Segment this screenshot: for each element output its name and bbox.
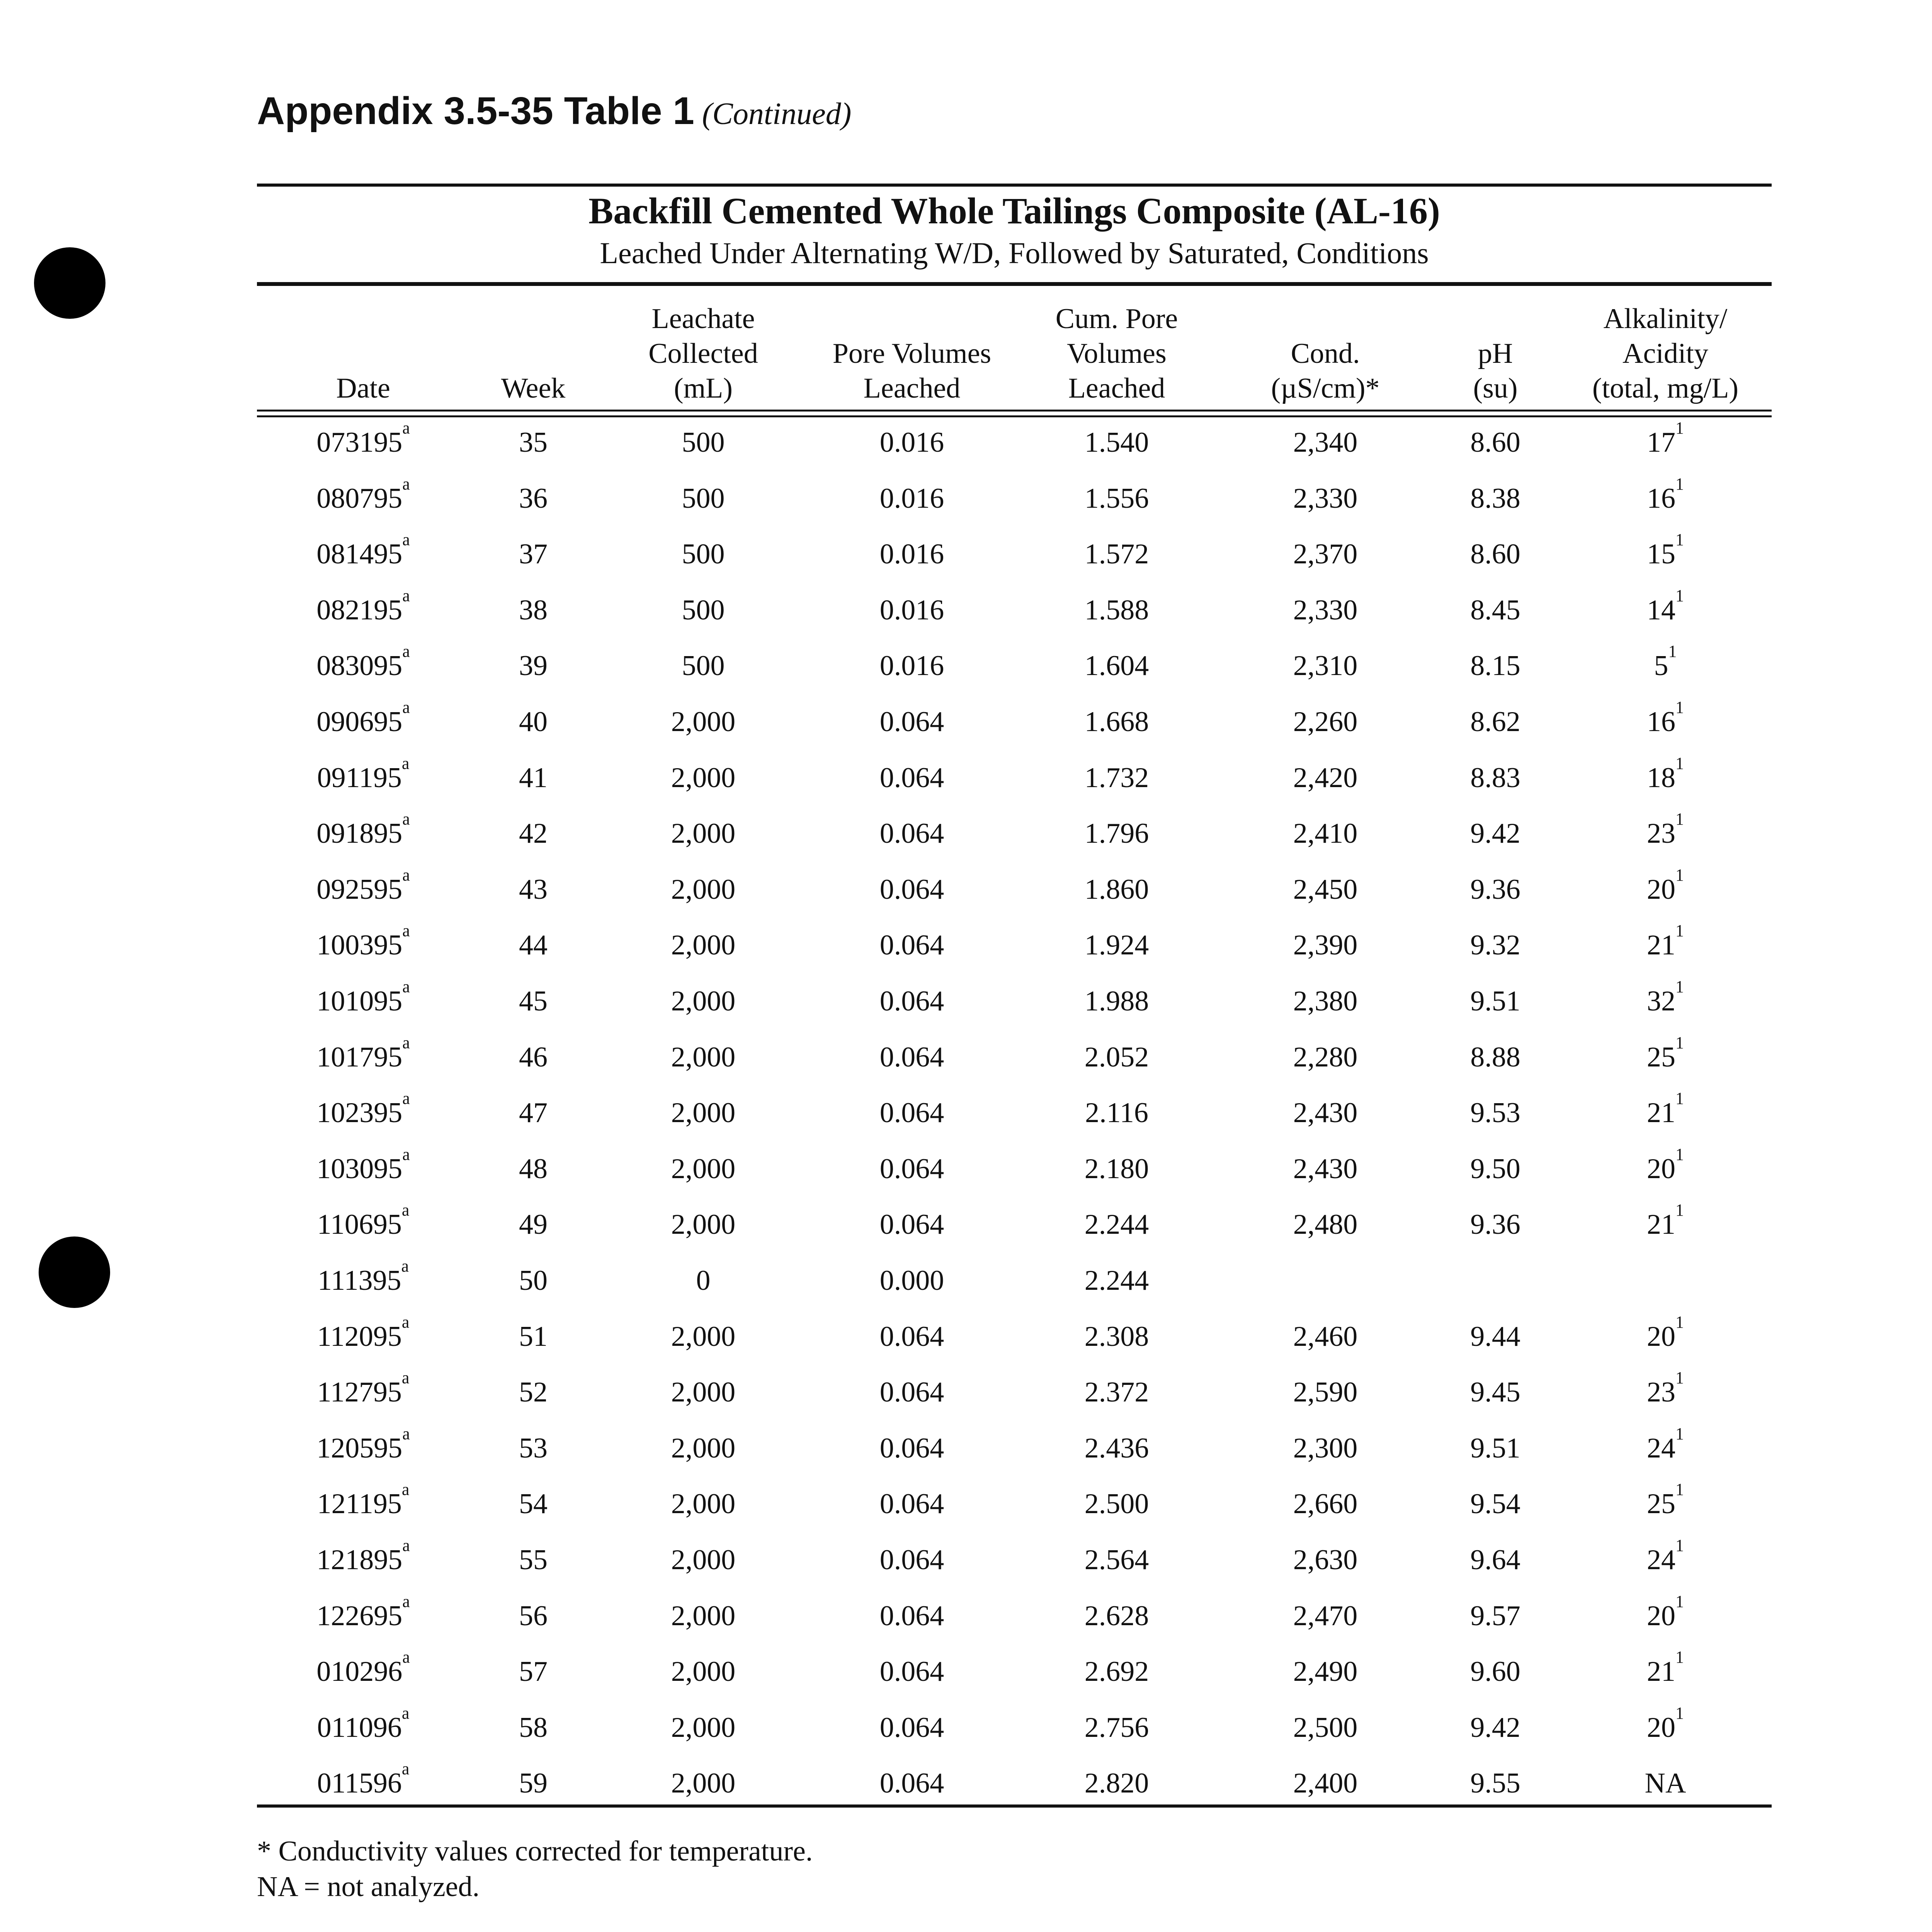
cell-date: 010296$^a$	[316, 1648, 410, 1688]
column-header-date	[263, 294, 464, 406]
cell-alkalinity: $25^1$	[1647, 1033, 1684, 1073]
cell-cum-pore-volumes: 1.860	[1084, 873, 1149, 905]
cell-cum-pore-volumes: 1.540	[1084, 427, 1149, 458]
cell-pore-volumes: 0.064	[879, 1432, 944, 1464]
cell-leachate-collected: 2,000	[671, 1600, 736, 1632]
cell-pore-volumes: 0.064	[879, 762, 944, 794]
column-header-line: (su)	[1473, 372, 1518, 404]
cell-date: 103095$^a$	[316, 1145, 410, 1185]
cell-alkalinity: $23^1$	[1647, 810, 1684, 850]
cell-date: 100395$^a$	[316, 921, 410, 961]
cell-ph: 8.88	[1470, 1041, 1520, 1073]
cell-conductivity: 2,410	[1293, 818, 1358, 850]
cell-alkalinity: NA	[1645, 1767, 1686, 1799]
table-bottom-rule	[257, 1804, 1772, 1808]
cell-week: 40	[519, 706, 548, 738]
column-header-line: Leached	[1068, 372, 1165, 404]
cell-date: 083095$^a$	[316, 642, 410, 682]
cell-week: 51	[519, 1320, 548, 1352]
cell-pore-volumes: 0.064	[879, 1711, 944, 1743]
column-header-line: (total, mg/L)	[1592, 372, 1739, 404]
column-header-line: Alkalinity/	[1603, 303, 1728, 335]
cell-conductivity: 2,450	[1293, 873, 1358, 905]
cell-cum-pore-volumes: 2.052	[1084, 1041, 1149, 1073]
cell-leachate-collected: 2,000	[671, 1097, 736, 1129]
cell-alkalinity: $24^1$	[1647, 1536, 1684, 1576]
cell-conductivity: 2,370	[1293, 538, 1358, 570]
note-na: NA = not analyzed.	[257, 1871, 480, 1903]
cell-week: 54	[519, 1488, 548, 1520]
cell-pore-volumes: 0.064	[879, 1376, 944, 1408]
cell-cum-pore-volumes: 1.604	[1084, 650, 1149, 682]
cell-ph: 8.83	[1470, 762, 1520, 794]
cell-ph: 9.50	[1470, 1153, 1520, 1185]
column-header-line: Volumes	[1067, 338, 1167, 369]
column-header-week	[464, 294, 603, 406]
cell-date: 091895$^a$	[316, 810, 410, 850]
appendix-title: Appendix 3.5-35 Table 1 (Continued)	[257, 89, 852, 133]
cell-cum-pore-volumes: 1.556	[1084, 482, 1149, 514]
cell-pore-volumes: 0.064	[879, 1209, 944, 1241]
cell-ph: 9.45	[1470, 1376, 1520, 1408]
cell-alkalinity: $24^1$	[1647, 1424, 1684, 1464]
column-header-cum-pore-volumes	[1028, 294, 1206, 406]
cell-leachate-collected: 2,000	[671, 706, 736, 738]
cell-cum-pore-volumes: 1.924	[1084, 929, 1149, 961]
cell-date: 112095$^a$	[317, 1312, 410, 1352]
cell-leachate-collected: 500	[682, 594, 725, 626]
cell-conductivity: 2,330	[1293, 482, 1358, 514]
cell-conductivity: 2,660	[1293, 1488, 1358, 1520]
note-conductivity: * Conductivity values corrected for temperature.	[257, 1835, 813, 1867]
cell-leachate-collected: 2,000	[671, 1376, 736, 1408]
cell-pore-volumes: 0.064	[879, 985, 944, 1017]
cell-leachate-collected: 2,000	[671, 1711, 736, 1743]
cell-leachate-collected: 2,000	[671, 985, 736, 1017]
table-subtitle: Leached Under Alternating W/D, Followed by Saturated, Conditions	[600, 236, 1429, 270]
cell-alkalinity: $20^1$	[1647, 1703, 1684, 1743]
cell-week: 45	[519, 985, 548, 1017]
cell-alkalinity: $18^1$	[1647, 753, 1684, 794]
cell-leachate-collected: 2,000	[671, 1767, 736, 1799]
cell-cum-pore-volumes: 1.988	[1084, 985, 1149, 1017]
cell-cum-pore-volumes: 2.628	[1084, 1600, 1149, 1632]
cell-leachate-collected: 500	[682, 482, 725, 514]
cell-ph: 9.36	[1470, 873, 1520, 905]
cell-conductivity: 2,310	[1293, 650, 1358, 682]
cell-pore-volumes: 0.064	[879, 818, 944, 850]
cell-alkalinity: $16^1$	[1647, 698, 1684, 738]
cell-conductivity: 2,460	[1293, 1320, 1358, 1352]
cell-pore-volumes: 0.064	[879, 873, 944, 905]
cell-week: 53	[519, 1432, 548, 1464]
cell-week: 52	[519, 1376, 548, 1408]
cell-leachate-collected: 2,000	[671, 1209, 736, 1241]
cell-date: 080795$^a$	[316, 474, 410, 514]
cell-ph: 8.60	[1470, 427, 1520, 458]
column-header-line: Collected	[648, 338, 758, 369]
cell-pore-volumes: 0.064	[879, 706, 944, 738]
cell-week: 58	[519, 1711, 548, 1743]
cell-ph: 9.44	[1470, 1320, 1520, 1352]
cell-ph: 9.51	[1470, 1432, 1520, 1464]
cell-alkalinity: $15^1$	[1647, 530, 1684, 570]
cell-date: 073195$^a$	[316, 418, 410, 458]
cell-ph: 9.60	[1470, 1656, 1520, 1688]
cell-pore-volumes: 0.064	[879, 1097, 944, 1129]
cell-cum-pore-volumes: 1.668	[1084, 706, 1149, 738]
cell-week: 37	[519, 538, 548, 570]
cell-leachate-collected: 2,000	[671, 818, 736, 850]
column-header-conductivity	[1225, 294, 1426, 406]
cell-leachate-collected: 2,000	[671, 873, 736, 905]
column-header-leachate-collected	[622, 294, 784, 406]
cell-leachate-collected: 2,000	[671, 1432, 736, 1464]
cell-date: 101095$^a$	[316, 977, 410, 1017]
cell-leachate-collected: 2,000	[671, 762, 736, 794]
cell-date: 081495$^a$	[316, 530, 410, 570]
column-header-line: Leached	[863, 372, 961, 404]
cell-alkalinity: $21^1$	[1647, 921, 1684, 961]
cell-conductivity: 2,480	[1293, 1209, 1358, 1241]
cell-week: 44	[519, 929, 548, 961]
cell-date: 092595$^a$	[316, 865, 410, 905]
cell-alkalinity: $21^1$	[1647, 1201, 1684, 1241]
cell-conductivity: 2,390	[1293, 929, 1358, 961]
cell-cum-pore-volumes: 1.732	[1084, 762, 1149, 794]
cell-alkalinity: $21^1$	[1647, 1089, 1684, 1129]
cell-week: 57	[519, 1656, 548, 1688]
column-header-line: Cond.	[1291, 338, 1360, 369]
cell-conductivity: 2,300	[1293, 1432, 1358, 1464]
cell-week: 42	[519, 818, 548, 850]
cell-pore-volumes: 0.016	[879, 427, 944, 458]
cell-week: 48	[519, 1153, 548, 1185]
cell-week: 49	[519, 1209, 548, 1241]
cell-pore-volumes: 0.016	[879, 538, 944, 570]
column-header-line: Acidity	[1622, 338, 1708, 369]
cell-cum-pore-volumes: 2.116	[1085, 1097, 1148, 1129]
cell-ph: 8.60	[1470, 538, 1520, 570]
header-top-rule	[257, 282, 1772, 286]
cell-cum-pore-volumes: 2.820	[1084, 1767, 1149, 1799]
cell-leachate-collected: 2,000	[671, 1320, 736, 1352]
cell-ph: 9.55	[1470, 1767, 1520, 1799]
header-bottom-rule-2	[257, 415, 1772, 417]
cell-date: 102395$^a$	[316, 1089, 410, 1129]
cell-conductivity: 2,380	[1293, 985, 1358, 1017]
cell-ph: 8.62	[1470, 706, 1520, 738]
cell-leachate-collected: 500	[682, 538, 725, 570]
cell-alkalinity: $20^1$	[1647, 1592, 1684, 1632]
cell-ph: 9.42	[1470, 1711, 1520, 1743]
cell-date: 112795$^a$	[317, 1368, 410, 1408]
column-header-ph	[1437, 294, 1553, 406]
cell-week: 35	[519, 427, 548, 458]
cell-ph: 9.64	[1470, 1544, 1520, 1576]
cell-week: 36	[519, 482, 548, 514]
column-header-line: Cum. Pore	[1055, 303, 1178, 335]
cell-date: 121195$^a$	[317, 1480, 410, 1520]
cell-leachate-collected: 2,000	[671, 1488, 736, 1520]
cell-pore-volumes: 0.064	[879, 929, 944, 961]
cell-leachate-collected: 500	[682, 427, 725, 458]
cell-date: 111395$^a$	[317, 1257, 409, 1296]
cell-cum-pore-volumes: 2.692	[1084, 1656, 1149, 1688]
column-header-line: Leachate	[651, 303, 755, 335]
cell-alkalinity: $17^1$	[1647, 418, 1684, 458]
cell-alkalinity: $16^1$	[1647, 474, 1684, 514]
cell-week: 47	[519, 1097, 548, 1129]
cell-date: 011596$^a$	[317, 1759, 410, 1799]
cell-date: 082195$^a$	[316, 586, 410, 626]
cell-conductivity: 2,430	[1293, 1097, 1358, 1129]
cell-cum-pore-volumes: 1.588	[1084, 594, 1149, 626]
cell-pore-volumes: 0.064	[879, 1600, 944, 1632]
cell-leachate-collected: 500	[682, 650, 725, 682]
cell-pore-volumes: 0.064	[879, 1544, 944, 1576]
cell-pore-volumes: 0.064	[879, 1656, 944, 1688]
column-header-line: pH	[1478, 338, 1513, 369]
cell-alkalinity: $20^1$	[1647, 1145, 1684, 1185]
cell-cum-pore-volumes: 2.308	[1084, 1320, 1149, 1352]
cell-alkalinity: $21^1$	[1647, 1648, 1684, 1688]
cell-cum-pore-volumes: 2.372	[1084, 1376, 1149, 1408]
cell-alkalinity: $23^1$	[1647, 1368, 1684, 1408]
cell-date: 101795$^a$	[316, 1033, 410, 1073]
cell-week: 46	[519, 1041, 548, 1073]
cell-pore-volumes: 0.016	[879, 482, 944, 514]
cell-ph: 9.36	[1470, 1209, 1520, 1241]
column-header-line: Date	[336, 372, 390, 404]
cell-conductivity: 2,420	[1293, 762, 1358, 794]
cell-cum-pore-volumes: 2.500	[1084, 1488, 1149, 1520]
cell-date: 090695$^a$	[316, 698, 410, 738]
continued-label: (Continued)	[702, 97, 852, 131]
cell-week: 56	[519, 1600, 548, 1632]
cell-alkalinity: $32^1$	[1647, 977, 1684, 1017]
column-header-line: Pore Volumes	[832, 338, 992, 369]
cell-cum-pore-volumes: 2.436	[1084, 1432, 1149, 1464]
cell-ph: 8.38	[1470, 482, 1520, 514]
cell-leachate-collected: 2,000	[671, 929, 736, 961]
cell-leachate-collected: 0	[696, 1265, 711, 1296]
cell-alkalinity: $5^1$	[1654, 642, 1677, 682]
column-header-line: Week	[501, 372, 566, 404]
cell-conductivity: 2,590	[1293, 1376, 1358, 1408]
cell-conductivity: 2,500	[1293, 1711, 1358, 1743]
cell-ph: 9.51	[1470, 985, 1520, 1017]
cell-pore-volumes: 0.064	[879, 1767, 944, 1799]
cell-week: 41	[519, 762, 548, 794]
cell-cum-pore-volumes: 2.756	[1084, 1711, 1149, 1743]
cell-conductivity: 2,330	[1293, 594, 1358, 626]
cell-ph: 9.32	[1470, 929, 1520, 961]
cell-leachate-collected: 2,000	[671, 1656, 736, 1688]
cell-leachate-collected: 2,000	[671, 1041, 736, 1073]
cell-ph: 9.53	[1470, 1097, 1520, 1129]
cell-pore-volumes: 0.064	[879, 1320, 944, 1352]
header-bottom-rule-1	[257, 410, 1772, 412]
cell-alkalinity: $20^1$	[1647, 865, 1684, 905]
cell-cum-pore-volumes: 2.564	[1084, 1544, 1149, 1576]
cell-pore-volumes: 0.064	[879, 1488, 944, 1520]
cell-conductivity: 2,470	[1293, 1600, 1358, 1632]
cell-cum-pore-volumes: 2.244	[1084, 1265, 1149, 1296]
cell-date: 110695$^a$	[317, 1201, 410, 1241]
binder-hole-middle	[39, 1236, 110, 1308]
column-header-pore-volumes	[804, 294, 1020, 406]
cell-conductivity: 2,630	[1293, 1544, 1358, 1576]
cell-ph: 9.54	[1470, 1488, 1520, 1520]
column-header-line: (mL)	[673, 372, 733, 404]
binder-hole-top	[34, 247, 105, 319]
cell-ph: 9.57	[1470, 1600, 1520, 1632]
cell-pore-volumes: 0.016	[879, 594, 944, 626]
cell-date: 011096$^a$	[317, 1703, 410, 1743]
column-header-line: (µS/cm)*	[1271, 372, 1380, 404]
cell-week: 55	[519, 1544, 548, 1576]
cell-cum-pore-volumes: 2.180	[1084, 1153, 1149, 1185]
cell-conductivity: 2,260	[1293, 706, 1358, 738]
cell-leachate-collected: 2,000	[671, 1153, 736, 1185]
cell-week: 43	[519, 873, 548, 905]
cell-pore-volumes: 0.064	[879, 1153, 944, 1185]
cell-pore-volumes: 0.064	[879, 1041, 944, 1073]
cell-pore-volumes: 0.016	[879, 650, 944, 682]
cell-alkalinity: $25^1$	[1647, 1480, 1684, 1520]
notes-block-1	[257, 1833, 813, 1905]
cell-date: 120595$^a$	[316, 1424, 410, 1464]
cell-ph: 8.15	[1470, 650, 1520, 682]
cell-cum-pore-volumes: 1.572	[1084, 538, 1149, 570]
cell-ph: 8.45	[1470, 594, 1520, 626]
cell-conductivity: 2,340	[1293, 427, 1358, 458]
cell-conductivity: 2,400	[1293, 1767, 1358, 1799]
cell-week: 38	[519, 594, 548, 626]
cell-alkalinity: $14^1$	[1647, 586, 1684, 626]
cell-conductivity: 2,430	[1293, 1153, 1358, 1185]
cell-conductivity: 2,280	[1293, 1041, 1358, 1073]
cell-conductivity: 2,490	[1293, 1656, 1358, 1688]
cell-ph: 9.42	[1470, 818, 1520, 850]
table-title: Backfill Cemented Whole Tailings Composite (AL-16)	[588, 190, 1440, 231]
top-rule	[257, 184, 1772, 187]
cell-week: 59	[519, 1767, 548, 1799]
cell-alkalinity: $20^1$	[1647, 1312, 1684, 1352]
cell-date: 121895$^a$	[316, 1536, 410, 1576]
cell-date: 122695$^a$	[316, 1592, 410, 1632]
cell-week: 39	[519, 650, 548, 682]
cell-cum-pore-volumes: 1.796	[1084, 818, 1149, 850]
cell-week: 50	[519, 1265, 548, 1296]
cell-cum-pore-volumes: 2.244	[1084, 1209, 1149, 1241]
cell-leachate-collected: 2,000	[671, 1544, 736, 1576]
column-header-alkalinity	[1557, 294, 1774, 406]
cell-date: 091195$^a$	[317, 753, 410, 794]
cell-pore-volumes: 0.000	[879, 1265, 944, 1296]
